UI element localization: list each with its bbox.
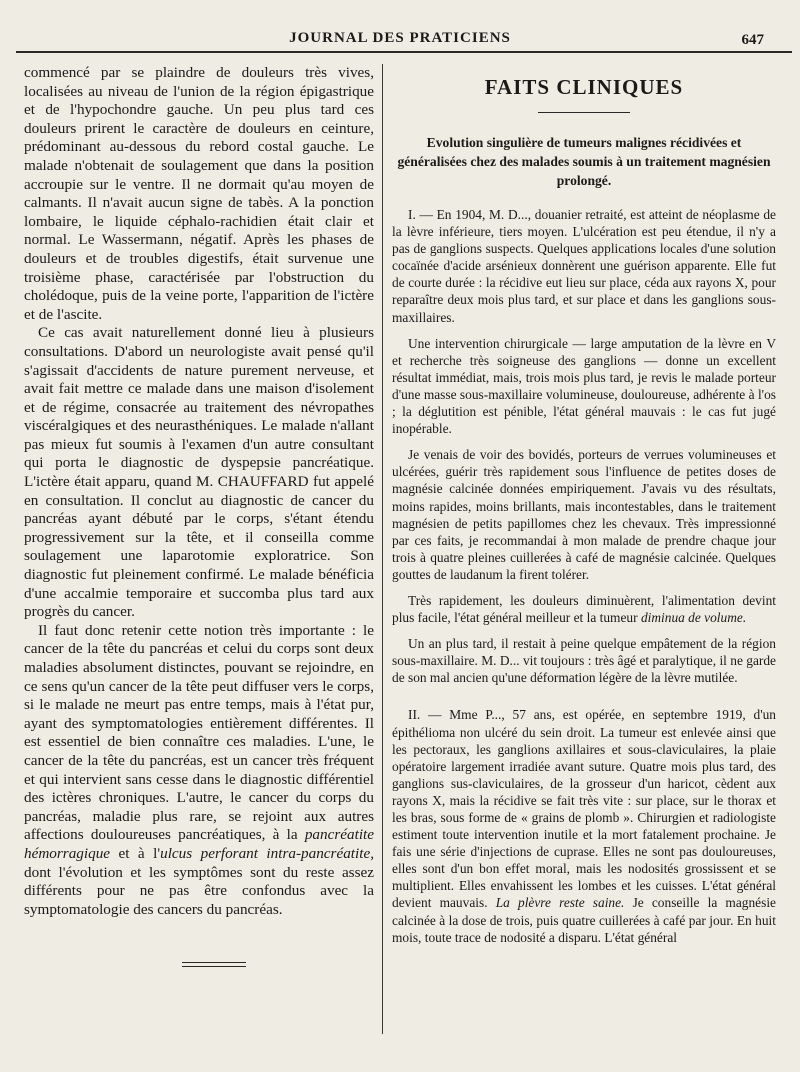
right-paragraph-2: Une intervention chirurgicale — large amputation de la lèvre en V et recherche très soigneuse des ganglions — donne un excellent résultat immédiat, mais, trois mois plus tard, je revis le malade porteur d'une masse sous-maxillaire volumineuse, douloureuse, adhérente à l'os ; la déglutition est pénible, l'état général mauvais : le cas fut jugé inopérable. bbox=[392, 335, 776, 437]
left-paragraph-3-italic-2: ulcus perforant intra-pancréatite, bbox=[160, 844, 374, 862]
journal-title: JOURNAL DES PRATICIENS bbox=[289, 30, 511, 46]
section-rule bbox=[538, 112, 630, 113]
left-paragraph-3-text: Il faut donc retenir cette notion très importante : le cancer de la tête du pancréas et celui du corps sont deux maladies absolument distinctes, pouvant se rejoindre, en ce sens qu'un cancer de la tête peut diffuser vers le corps, si le malade ne meurt pas entre temps, mais à l'état pur, ayant des symptomatologies entièrement différentes. Il est essentiel de bien connaître ces maladies. L'une, le cancer de la tête du pancréas, est un cancer très fréquent et qui intervient sans cesse dans le diagnostic différentiel des ictères chroniques. L'autre, le cancer du corps du pancréas, maladie plus rare, se rejoint aux autres affections douloureuses pancréatiques, à la bbox=[24, 621, 374, 844]
end-rule-bottom bbox=[182, 966, 246, 967]
right-paragraph-1: I. — En 1904, M. D..., douanier retraité, est atteint de néoplasme de la lèvre inférieure, tiers moyen. L'ulcération est peu étendue, il n'y a pas de ganglions suspects. Quelques applications locales d'une solution cocaïnée d'acide arsénieux donnèrent une guérison apparente. Elle fut de courte durée : la récidive eut lieu sur place, céda aux rayons X, pour reparaître deux mois plus tard, et sur place et dans les ganglions sous-maxillaires. bbox=[392, 207, 776, 325]
right-paragraph-5: Un an plus tard, il restait à peine quelque empâtement de la région sous-maxillaire. M. D... vit toujours : très âgé et paralytique, il ne garde de son mal ancien qu'une déformation légère de la lèvre mutilée. bbox=[392, 636, 776, 686]
right-paragraph-4 bbox=[392, 592, 776, 626]
end-rule-top bbox=[182, 962, 246, 963]
left-paragraph-3-italic-1: pancréatite hémorragique bbox=[24, 826, 374, 862]
left-paragraph-3 bbox=[24, 622, 374, 920]
right-paragraph-6 bbox=[392, 706, 776, 945]
column-divider bbox=[382, 64, 383, 1034]
left-paragraph-3-joint: et à l' bbox=[118, 844, 161, 862]
header-rule bbox=[16, 51, 792, 53]
section-title: FAITS CLINIQUES bbox=[484, 75, 684, 99]
left-paragraph-1: commencé par se plaindre de douleurs très vives, localisées au niveau de l'union de la région épigastrique et de l'hypochondre gauche. Un peu plus tard ces douleurs prirent le caractère de douleurs en ceinture, prédominant au-dessous du rebord costal gauche. Le malade n'obtenait de soulagement que dans la position accroupie sur le ventre. Il ne dormait qu'au moyen de calmants. Il n'avait aucun signe de tabès. A la ponction lombaire, le liquide céphalo-rachidien était clair et normal. Le Wassermann, négatif. Après les phases de douleurs et de troubles digestifs, était survenue une troisième phase, caractérisée par l'obstruction du cholédoque, puis de la veine porte, l'apparition de l'ictère et de l'ascite. bbox=[24, 64, 374, 323]
article-title: Evolution singulière de tumeurs malignes récidivées et généralisées chez des malades soumis à un traitement magnésien prolongé. bbox=[397, 135, 771, 188]
left-paragraph-3-end: dont l'évolution et les symptômes sont du reste assez différents pour ne pas être confondus avec la symptomatologie des cancers du pancréas. bbox=[24, 863, 374, 918]
right-column bbox=[392, 64, 776, 955]
left-paragraph-2: Ce cas avait naturellement donné lieu à plusieurs consultations. D'abord un neurologiste avait pensé qu'il s'agissait d'accidents de nature purement nerveuse, et avait fait mettre ce malade dans une maison d'isolement et de régime, consacrée au traitement des névropathes viscéralgiques et des neurasthéniques. Le malade n'allant pas mieux fut soumis à l'examen d'un autre consultant qui porta le diagnostic de dyspepsie pancréatique. L'ictère était apparu, quand M. CHAUFFARD fut appelé en consultation. Il conclut au diagnostic de cancer du pancréas ayant débuté par le corps, s'étant étendu progressivement sur la tête, et il conseilla comme soulagement une laparotomie exploratrice. Son diagnostic fut pleinement confirmé. Le malade bénéficia d'une accalmie temporaire et succomba plus tard aux progrès du cancer. bbox=[24, 324, 374, 621]
left-column bbox=[24, 64, 374, 919]
right-paragraph-3: Je venais de voir des bovidés, porteurs de verrues volumineuses et ulcérées, guérir très rapidement sous l'influence de petites doses de magnésie calcinée données empiriquement. J'avais vu des résultats, moins rapides, moins brillants, mais incontestables, dans le traitement magnésien de petits papillomes chez les chevaux. Très impressionné par ces faits, je recommandai à mon malade de prendre chaque jour trois à quatre pleines cuillerées à café de magnésie calcinée. Quelques gouttes de laudanum la firent tolérer. bbox=[392, 447, 776, 582]
right-paragraph-6-end: Je conseille la magnésie calcinée à la dose de trois, puis quatre cuillerées à café par jour. En huit mois, toute trace de nodosité a disparu. L'état général bbox=[392, 895, 776, 945]
right-paragraph-4-text: Très rapidement, les douleurs diminuèrent, l'alimentation devint plus facile, l'état général meilleur et la tumeur bbox=[392, 592, 776, 626]
right-paragraph-4-italic: diminua de volume. bbox=[640, 610, 747, 626]
page-number: 647 bbox=[741, 32, 764, 48]
right-paragraph-6-italic: La plèvre reste saine. bbox=[495, 895, 625, 911]
running-head bbox=[16, 22, 784, 50]
right-paragraph-6-text: II. — Mme P..., 57 ans, est opérée, en septembre 1919, d'un épithélioma non ulcéré du sein droit. La tumeur est enlevée ainsi que les pectoraux, les ganglions axillaires et sous-claviculaires, la plaie opératoire largement irradiée avant suture. Quatre mois plus tard, des ganglions sus-claviculaires, de la grosseur d'un haricot, cèdent aux rayons X, mais la récidive se fait très vite : sur place, sur le thorax et les bras, sous forme de « grains de plomb ». Chirurgien et radiologiste estiment toute intervention inutile et la mort fatalement prochaine. Je fais une série d'injections de cuprase. Elles ne sont pas douloureuses, elles sont d'un bon effet moral, mais les nodosités grossissent et se multiplient. Elles envahissent les lombes et les cuisses. L'état général devient mauvais. bbox=[392, 707, 776, 911]
